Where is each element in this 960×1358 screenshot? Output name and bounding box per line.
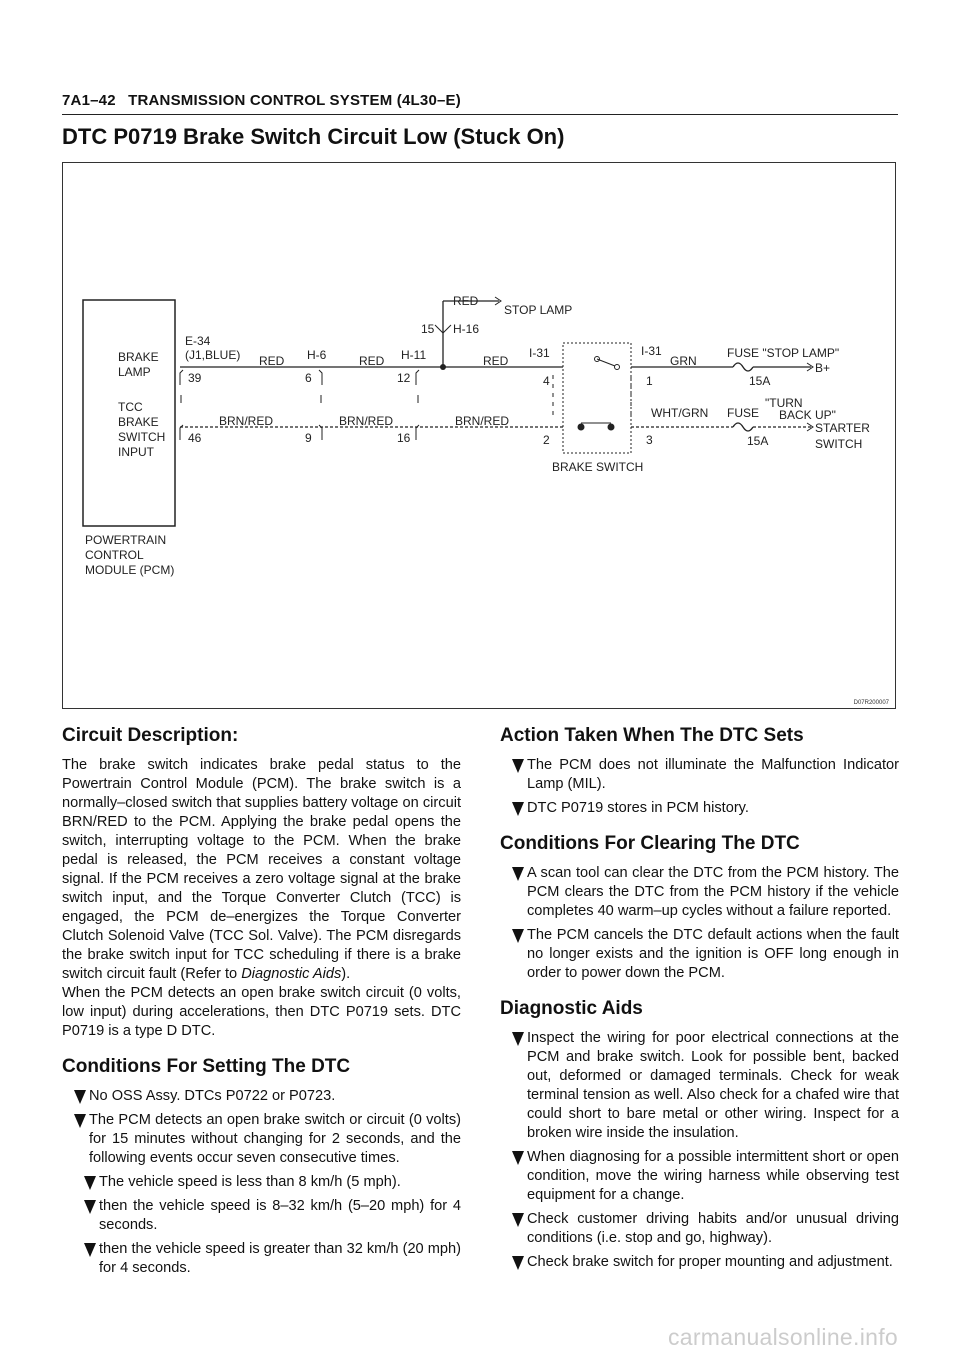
pin-46: 46 — [188, 431, 202, 445]
e34-sub-label: (J1,BLUE) — [185, 348, 241, 362]
pin-6: 6 — [305, 371, 312, 385]
fuse-amp-2: 15A — [747, 434, 769, 448]
pcm-tcc-2: BRAKE — [118, 415, 159, 429]
pcm-name-3: MODULE (PCM) — [85, 563, 175, 577]
list-item: DTC P0719 stores in PCM history. — [500, 799, 899, 818]
fuse-turn-symbol — [733, 423, 753, 431]
list-item: When diagnosing for a possible intermittent short or open condition, move the wiring harness while observing test equipment for a change. — [500, 1148, 899, 1205]
fuse-stop-lamp-label: FUSE "STOP LAMP" — [727, 346, 840, 360]
list-item: Check customer driving habits and/or unusual driving conditions (i.e. stop and go, highway). — [500, 1210, 899, 1248]
list-item: The PCM does not illuminate the Malfunction Indicator Lamp (MIL). — [500, 756, 899, 794]
wire-label-red-1: RED — [259, 354, 285, 368]
pin-3: 3 — [646, 433, 653, 447]
pin-2: 2 — [543, 433, 550, 447]
wiring-diagram — [62, 162, 896, 709]
clear-list — [500, 864, 899, 983]
i31-left-label: I-31 — [529, 346, 550, 360]
pin-16: 16 — [397, 431, 411, 445]
wire-label-brn-3: BRN/RED — [455, 414, 510, 428]
header-rule — [62, 114, 898, 115]
switch-contact-d — [608, 424, 615, 431]
b-plus-label: B+ — [815, 361, 831, 375]
bullet-icon — [84, 1200, 96, 1214]
pin-4: 4 — [543, 374, 550, 388]
diagram-ref-code: D07R200007 — [853, 700, 889, 706]
turn-label-1: "TURN — [765, 396, 803, 410]
pin-12: 12 — [397, 371, 411, 385]
switch-blade-1 — [597, 359, 615, 366]
list-item: The PCM detects an open brake switch or circuit (0 volts) for 15 minutes without changing for 2 seconds, and the following events occur seven consecutive times. — [62, 1111, 461, 1168]
list-item: then the vehicle speed is 8–32 km/h (5–20 mph) for 4 seconds. — [62, 1197, 461, 1235]
wire-label-brn-1: BRN/RED — [219, 414, 274, 428]
bullet-icon — [74, 1090, 86, 1104]
bullet-icon — [512, 1256, 524, 1270]
list-item: then the vehicle speed is greater than 32 km/h (20 mph) for 4 seconds. — [62, 1240, 461, 1278]
action-list — [500, 756, 899, 818]
action-title: Action Taken When The DTC Sets — [500, 725, 804, 746]
switch-contact-c — [578, 424, 585, 431]
pin-9: 9 — [305, 431, 312, 445]
circuit-description-p1: The brake switch indicates brake pedal status to the Powertrain Control Module (PCM). The brake switch is a normally–closed switch that supplies battery voltage on circuit BRN/RED to the PCM. Applying the brake pedal opens the switch, interrupting voltage to the PCM. When the brake pedal is released, the PCM receives a constant voltage signal. If the PCM receives a zero voltage signal at the brake switch input, and the Torque Converter Clutch (TCC) is engaged, the PCM de–energizes the Torque Converter Clutch Solenoid Valve (TCC Sol. Valve). The PCM disregards the brake switch input for TCC scheduling if there is a brake switch circuit fault (Refer to Diagnostic Aids). — [62, 757, 461, 982]
list-item: Check brake switch for proper mounting and adjustment. — [500, 1253, 899, 1272]
aids-list — [500, 1029, 899, 1272]
page-number: 7A1–42 — [62, 92, 116, 109]
pin-1: 1 — [646, 374, 653, 388]
starter-label-1: STARTER — [815, 421, 870, 435]
fuse-amp-1: 15A — [749, 374, 771, 388]
pcm-name-1: POWERTRAIN — [85, 533, 167, 547]
section-title: TRANSMISSION CONTROL SYSTEM (4L30–E) — [128, 92, 461, 109]
bullet-icon — [74, 1114, 86, 1128]
h6-label: H-6 — [307, 348, 327, 362]
pcm-tcc-1: TCC — [118, 400, 143, 414]
left-column — [62, 724, 461, 1283]
bullet-icon — [512, 1213, 524, 1227]
starter-label-2: SWITCH — [815, 437, 863, 451]
h16-label: H-16 — [453, 322, 480, 336]
pcm-brake-lamp-1: BRAKE — [118, 350, 159, 364]
pcm-tcc-4: INPUT — [118, 445, 154, 459]
list-item: No OSS Assy. DTCs P0722 or P0723. — [62, 1087, 461, 1106]
bullet-icon — [512, 867, 524, 881]
circuit-description-p2: When the PCM detects an open brake switch circuit (0 volts, low input) during accelerations, then DTC P0719 sets. DTC P0719 is a type D DTC. — [62, 985, 461, 1039]
clear-title: Conditions For Clearing The DTC — [500, 833, 800, 854]
bullet-icon — [84, 1176, 96, 1190]
pcm-name-2: CONTROL — [85, 548, 144, 562]
setting-title: Conditions For Setting The DTC — [62, 1056, 351, 1077]
fuse-stop-lamp-symbol — [733, 363, 753, 371]
right-column — [500, 724, 899, 1277]
fuse-2-label: FUSE — [727, 406, 760, 420]
stop-lamp-label: STOP LAMP — [504, 303, 573, 317]
i31-right-label: I-31 — [641, 344, 662, 358]
bullet-icon — [512, 1032, 524, 1046]
list-item: Inspect the wiring for poor electrical connections at the PCM and brake switch. Look for possible bent, backed out, deformed or damaged terminals. Check for weak terminal tension as well. Also check for a chafed wire that could short to bare metal or other wiring. Inspect for a broken wire inside the insulation. — [500, 1029, 899, 1143]
pcm-tcc-3: SWITCH — [118, 430, 166, 444]
aids-title: Diagnostic Aids — [500, 998, 643, 1019]
turn-label-2: BACK UP" — [779, 408, 836, 422]
brake-switch-label: BRAKE SWITCH — [552, 460, 644, 474]
footer-watermark: carmanualsonline.info — [667, 1324, 898, 1350]
wire-label-red-3: RED — [483, 354, 509, 368]
wire-label-grn: GRN — [670, 354, 697, 368]
bullet-icon — [512, 929, 524, 943]
bullet-icon — [512, 759, 524, 773]
bullet-icon — [512, 802, 524, 816]
list-item: The PCM cancels the DTC default actions when the fault no longer exists and the ignition is OFF long enough in order to power down the PCM. — [500, 926, 899, 983]
switch-contact-b — [615, 365, 620, 370]
circuit-description-title: Circuit Description: — [62, 725, 239, 746]
pcm-brake-lamp-2: LAMP — [118, 365, 151, 379]
wire-label-red-up: RED — [453, 294, 479, 308]
e34-label: E-34 — [185, 334, 211, 348]
page-header — [62, 92, 461, 109]
pin-15: 15 — [421, 322, 435, 336]
list-item: A scan tool can clear the DTC from the PCM history. The PCM clears the DTC from the PCM history if the vehicle completes 40 warm–up cycles without a failure reported. — [500, 864, 899, 921]
wiring-diagram-svg — [63, 163, 897, 710]
bullet-icon — [84, 1243, 96, 1257]
page-title: DTC P0719 Brake Switch Circuit Low (Stuck On) — [62, 124, 565, 149]
wire-label-red-2: RED — [359, 354, 385, 368]
pin-39: 39 — [188, 371, 202, 385]
wire-label-brn-2: BRN/RED — [339, 414, 394, 428]
wire-label-wht-grn: WHT/GRN — [651, 406, 709, 420]
list-item: The vehicle speed is less than 8 km/h (5 mph). — [62, 1173, 461, 1192]
bullet-icon — [512, 1151, 524, 1165]
h11-label: H-11 — [401, 348, 427, 362]
setting-list — [62, 1087, 461, 1278]
